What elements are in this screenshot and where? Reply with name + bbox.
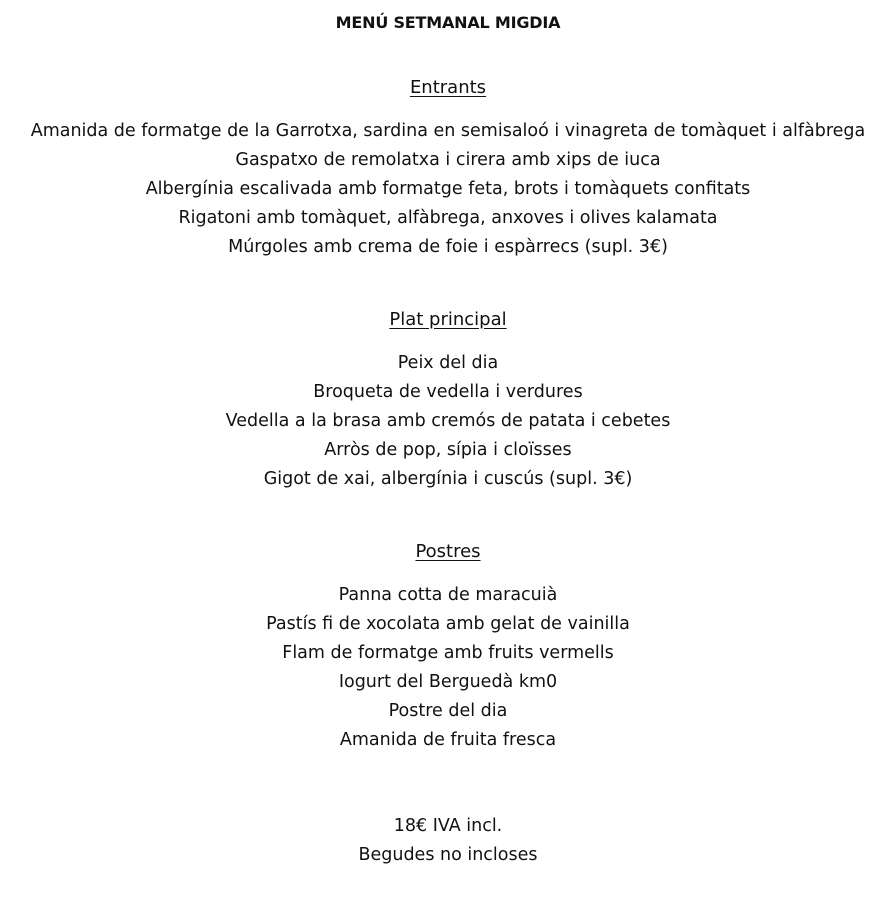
dish-item: Arròs de pop, sípia i cloïsses — [324, 440, 572, 460]
section-entrants — [0, 75, 896, 262]
dish-item: Broqueta de vedella i verdures — [313, 382, 583, 402]
section-plat-principal — [0, 307, 896, 494]
section-postres — [0, 539, 896, 755]
dish-item: Amanida de formatge de la Garrotxa, sardina en semisaloó i vinagreta de tomàquet i alfàbrega — [30, 121, 866, 141]
dish-list-plat-principal — [0, 349, 896, 494]
dish-item: Panna cotta de maracuià — [338, 585, 558, 605]
dish-item: Vedella a la brasa amb cremós de patata i cebetes — [225, 411, 671, 431]
section-heading-plat-principal: Plat principal — [389, 309, 507, 330]
dish-item: Rigatoni amb tomàquet, alfàbrega, anxoves i olives kalamata — [178, 208, 718, 228]
dish-item: Pastís fi de xocolata amb gelat de vainilla — [266, 614, 630, 634]
dish-item: Postre del dia — [388, 701, 508, 721]
menu-title: MENÚ SETMANAL MIGDIA — [335, 13, 561, 32]
dish-item: Peix del dia — [397, 353, 499, 373]
dish-item: Múrgoles amb crema de foie i espàrrecs (supl. 3€) — [228, 237, 668, 257]
dish-list-postres — [0, 581, 896, 755]
section-heading-postres: Postres — [415, 541, 481, 562]
dish-item: Flam de formatge amb fruits vermells — [282, 643, 614, 663]
price-label: 18€ IVA incl. — [393, 816, 503, 836]
menu-footer — [0, 812, 896, 870]
dish-list-entrants — [0, 117, 896, 262]
dish-item: Gigot de xai, albergínia i cuscús (supl. 3€) — [263, 469, 633, 489]
section-heading-entrants: Entrants — [409, 77, 487, 98]
dish-item: Amanida de fruita fresca — [339, 730, 557, 750]
dish-item: Iogurt del Berguedà km0 — [338, 672, 558, 692]
dish-item: Albergínia escalivada amb formatge feta, brots i tomàquets confitats — [145, 179, 751, 199]
drinks-note: Begudes no incloses — [358, 845, 538, 865]
dish-item: Gaspatxo de remolatxa i cirera amb xips de iuca — [235, 150, 661, 170]
